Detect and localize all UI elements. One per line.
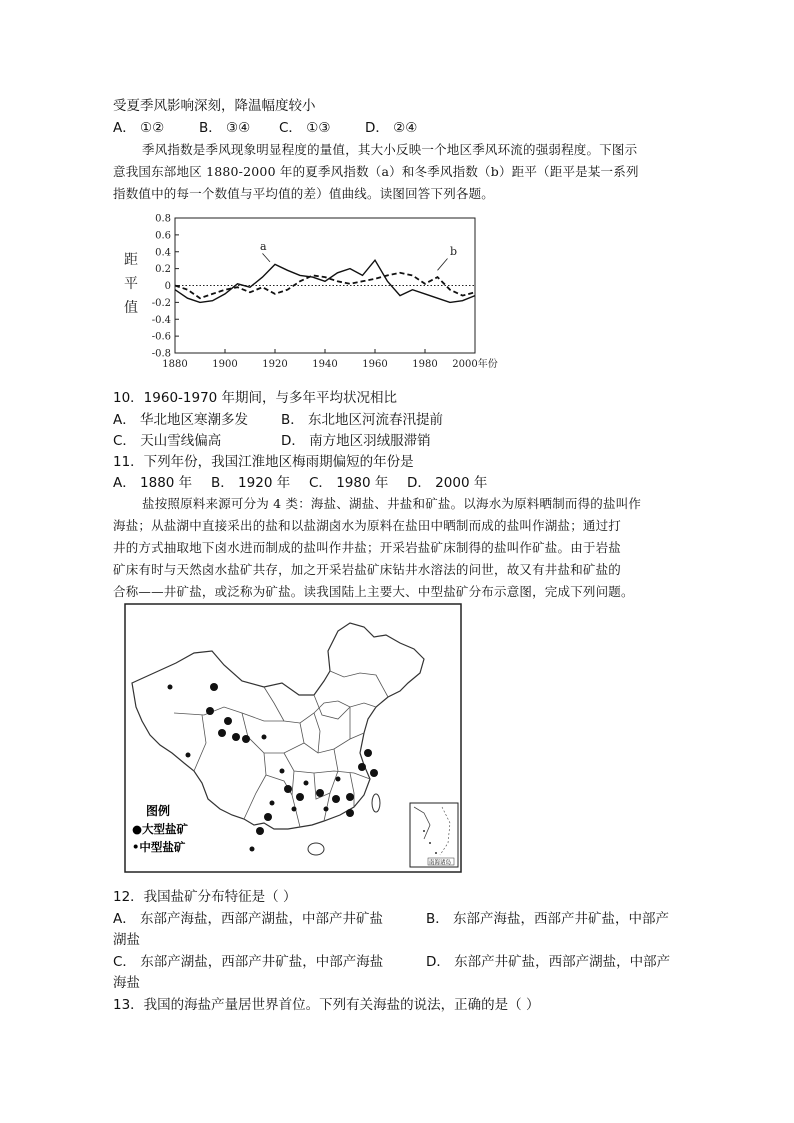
x-tick-label: 1900 <box>212 359 238 370</box>
passage2-line: 井的方式抽取地下卤水进而制成的盐叫作井盐；开采岩盐矿床制得的盐叫作矿盐。由于岩盐 <box>113 540 622 555</box>
medium-mine-dot <box>168 685 173 690</box>
x-tick-label: 1960 <box>362 359 388 370</box>
south-china-sea-inset <box>410 803 458 867</box>
series-line-b <box>175 273 475 298</box>
q10-options-row2 <box>113 431 431 451</box>
medium-mine-dot <box>250 847 255 852</box>
y-tick-label: 0.2 <box>155 264 171 276</box>
q11-option-c: C． 1980 年 <box>309 475 389 491</box>
large-mine-dot <box>232 733 240 741</box>
large-mine-dot <box>264 813 272 821</box>
q9-option-d: D． ②④ <box>365 120 418 136</box>
large-mine-dot <box>284 785 292 793</box>
y-axis-label: 平 <box>124 276 138 292</box>
large-mine-dot <box>296 793 304 801</box>
large-mine-dot <box>346 793 354 801</box>
q11-stem: 11．下列年份，我国江淮地区梅雨期偏短的年份是 <box>113 454 414 470</box>
medium-mine-dot <box>270 801 275 806</box>
y-tick-label: -0.6 <box>151 331 171 343</box>
q9-option-b: B． ③④ <box>199 120 251 136</box>
q9-option-tail: 受夏季风影响深刻，降温幅度较小 <box>113 98 316 114</box>
medium-mine-dot <box>292 807 297 812</box>
series-label-a-leader <box>263 253 271 261</box>
y-tick-label: 0 <box>164 281 171 292</box>
q9-option-a: A． ①② <box>113 120 165 136</box>
legend-large: ●大型盐矿 <box>132 822 189 836</box>
medium-mine-dot <box>304 781 309 786</box>
q11-option-b: B． 1920 年 <box>211 475 291 491</box>
series-label-b-leader <box>438 259 448 271</box>
medium-mine-dot <box>262 735 267 740</box>
q12-stem: 12．我国盐矿分布特征是（ ） <box>113 889 297 905</box>
q10-option-d: D． 南方地区羽绒服滞销 <box>281 433 431 449</box>
series-label-a: a <box>260 240 267 254</box>
y-tick-label: -0.2 <box>151 297 171 309</box>
legend-medium: •中型盐矿 <box>132 840 186 854</box>
large-mine-dot <box>206 707 214 715</box>
q10-option-b: B． 东北地区河流春汛提前 <box>281 412 444 428</box>
y-tick-label: -0.4 <box>151 314 171 326</box>
passage2-line: 合称——井矿盐，或泛称为矿盐。读我国陆上主要大、中型盐矿分布示意图，完成下列问题。 <box>113 584 634 599</box>
x-tick-label: 2000年份 <box>452 359 498 370</box>
series-label-b: b <box>450 245 458 259</box>
medium-mine-dot <box>324 807 329 812</box>
q9-options <box>113 118 417 138</box>
y-tick-label: -0.8 <box>151 348 171 360</box>
monsoon-index-chart <box>113 210 513 380</box>
medium-mine-dot <box>186 753 191 758</box>
q12-option-d: D． 东部产井矿盐，西部产湖盐，中部产 <box>426 954 671 970</box>
x-tick-label: 1940 <box>312 359 338 370</box>
q11-options <box>113 473 487 493</box>
passage1-line: 意我国东部地区 1880-2000 年的夏季风指数（a）和冬季风指数（b）距平（距平是某一系列 <box>113 164 639 179</box>
inset-caption: 南海诸岛 <box>429 860 452 866</box>
medium-mine-dot <box>280 769 285 774</box>
q9-option-c: C． ①③ <box>279 120 331 136</box>
q12-option-d-cont: 海盐 <box>113 975 140 991</box>
passage2-line: 矿床有时与天然卤水盐矿共存，加之开采岩盐矿床钻井水溶法的问世，故又有井盐和矿盐的 <box>113 562 622 577</box>
q10-option-c: C． 天山雪线偏高 <box>113 433 222 449</box>
large-mine-dot <box>242 735 250 743</box>
large-mine-dot <box>256 827 264 835</box>
legend-title: 图例 <box>146 804 171 818</box>
passage2-line: 海盐；从盐湖中直接采出的盐和以盐湖卤水为原料在盐田中晒制而成的盐叫作湖盐；通过打 <box>113 518 622 533</box>
x-tick-label: 1880 <box>162 359 188 370</box>
q12-option-b-cont: 湖盐 <box>113 932 140 948</box>
x-tick-label: 1980 <box>412 359 438 370</box>
plot-frame <box>175 218 475 353</box>
large-mine-dot <box>346 809 354 817</box>
large-mine-dot <box>358 763 366 771</box>
q11-option-a: A． 1880 年 <box>113 475 193 491</box>
large-mine-dot <box>364 749 372 757</box>
taiwan-island <box>372 794 380 812</box>
china-salt-mine-map <box>124 603 462 873</box>
x-tick-label: 1920 <box>262 359 288 370</box>
y-tick-label: 0.8 <box>155 213 171 225</box>
q10-stem: 10．1960-1970 年期间，与多年平均状况相比 <box>113 390 398 406</box>
passage2-line: 盐按照原料来源可分为 4 类：海盐、湖盐、井盐和矿盐。以海水为原料晒制而得的盐叫作 <box>142 496 642 511</box>
passage1-line: 季风指数是季风现象明显程度的量值，其大小反映一个地区季风环流的强弱程度。下图示 <box>142 142 638 157</box>
large-mine-dot <box>332 795 340 803</box>
y-axis-label: 值 <box>124 300 138 316</box>
q12-option-a: A． 东部产海盐，西部产湖盐，中部产井矿盐 <box>113 911 384 927</box>
q10-option-a: A． 华北地区寒潮多发 <box>113 412 249 428</box>
y-tick-label: 0.6 <box>155 230 171 242</box>
q12-option-b: B． 东部产海盐，西部产井矿盐，中部产 <box>426 911 670 927</box>
passage1-line: 指数值中的每一个数值与平均值的差）值曲线。读图回答下列各题。 <box>113 186 495 201</box>
q10-options-row1 <box>113 410 443 430</box>
medium-mine-dot <box>336 777 341 782</box>
q12-option-c: C． 东部产湖盐，西部产井矿盐，中部产海盐 <box>113 954 384 970</box>
q13-stem: 13．我国的海盐产量居世界首位。下列有关海盐的说法，正确的是（ ） <box>113 997 540 1013</box>
large-mine-dot <box>218 729 226 737</box>
large-mine-dot <box>210 683 218 691</box>
large-mine-dot <box>316 789 324 797</box>
large-mine-dot <box>370 769 378 777</box>
y-axis-label: 距 <box>124 252 138 268</box>
y-tick-label: 0.4 <box>155 247 171 259</box>
hainan-island <box>308 843 324 855</box>
q11-option-d: D． 2000 年 <box>407 475 488 491</box>
large-mine-dot <box>224 717 232 725</box>
